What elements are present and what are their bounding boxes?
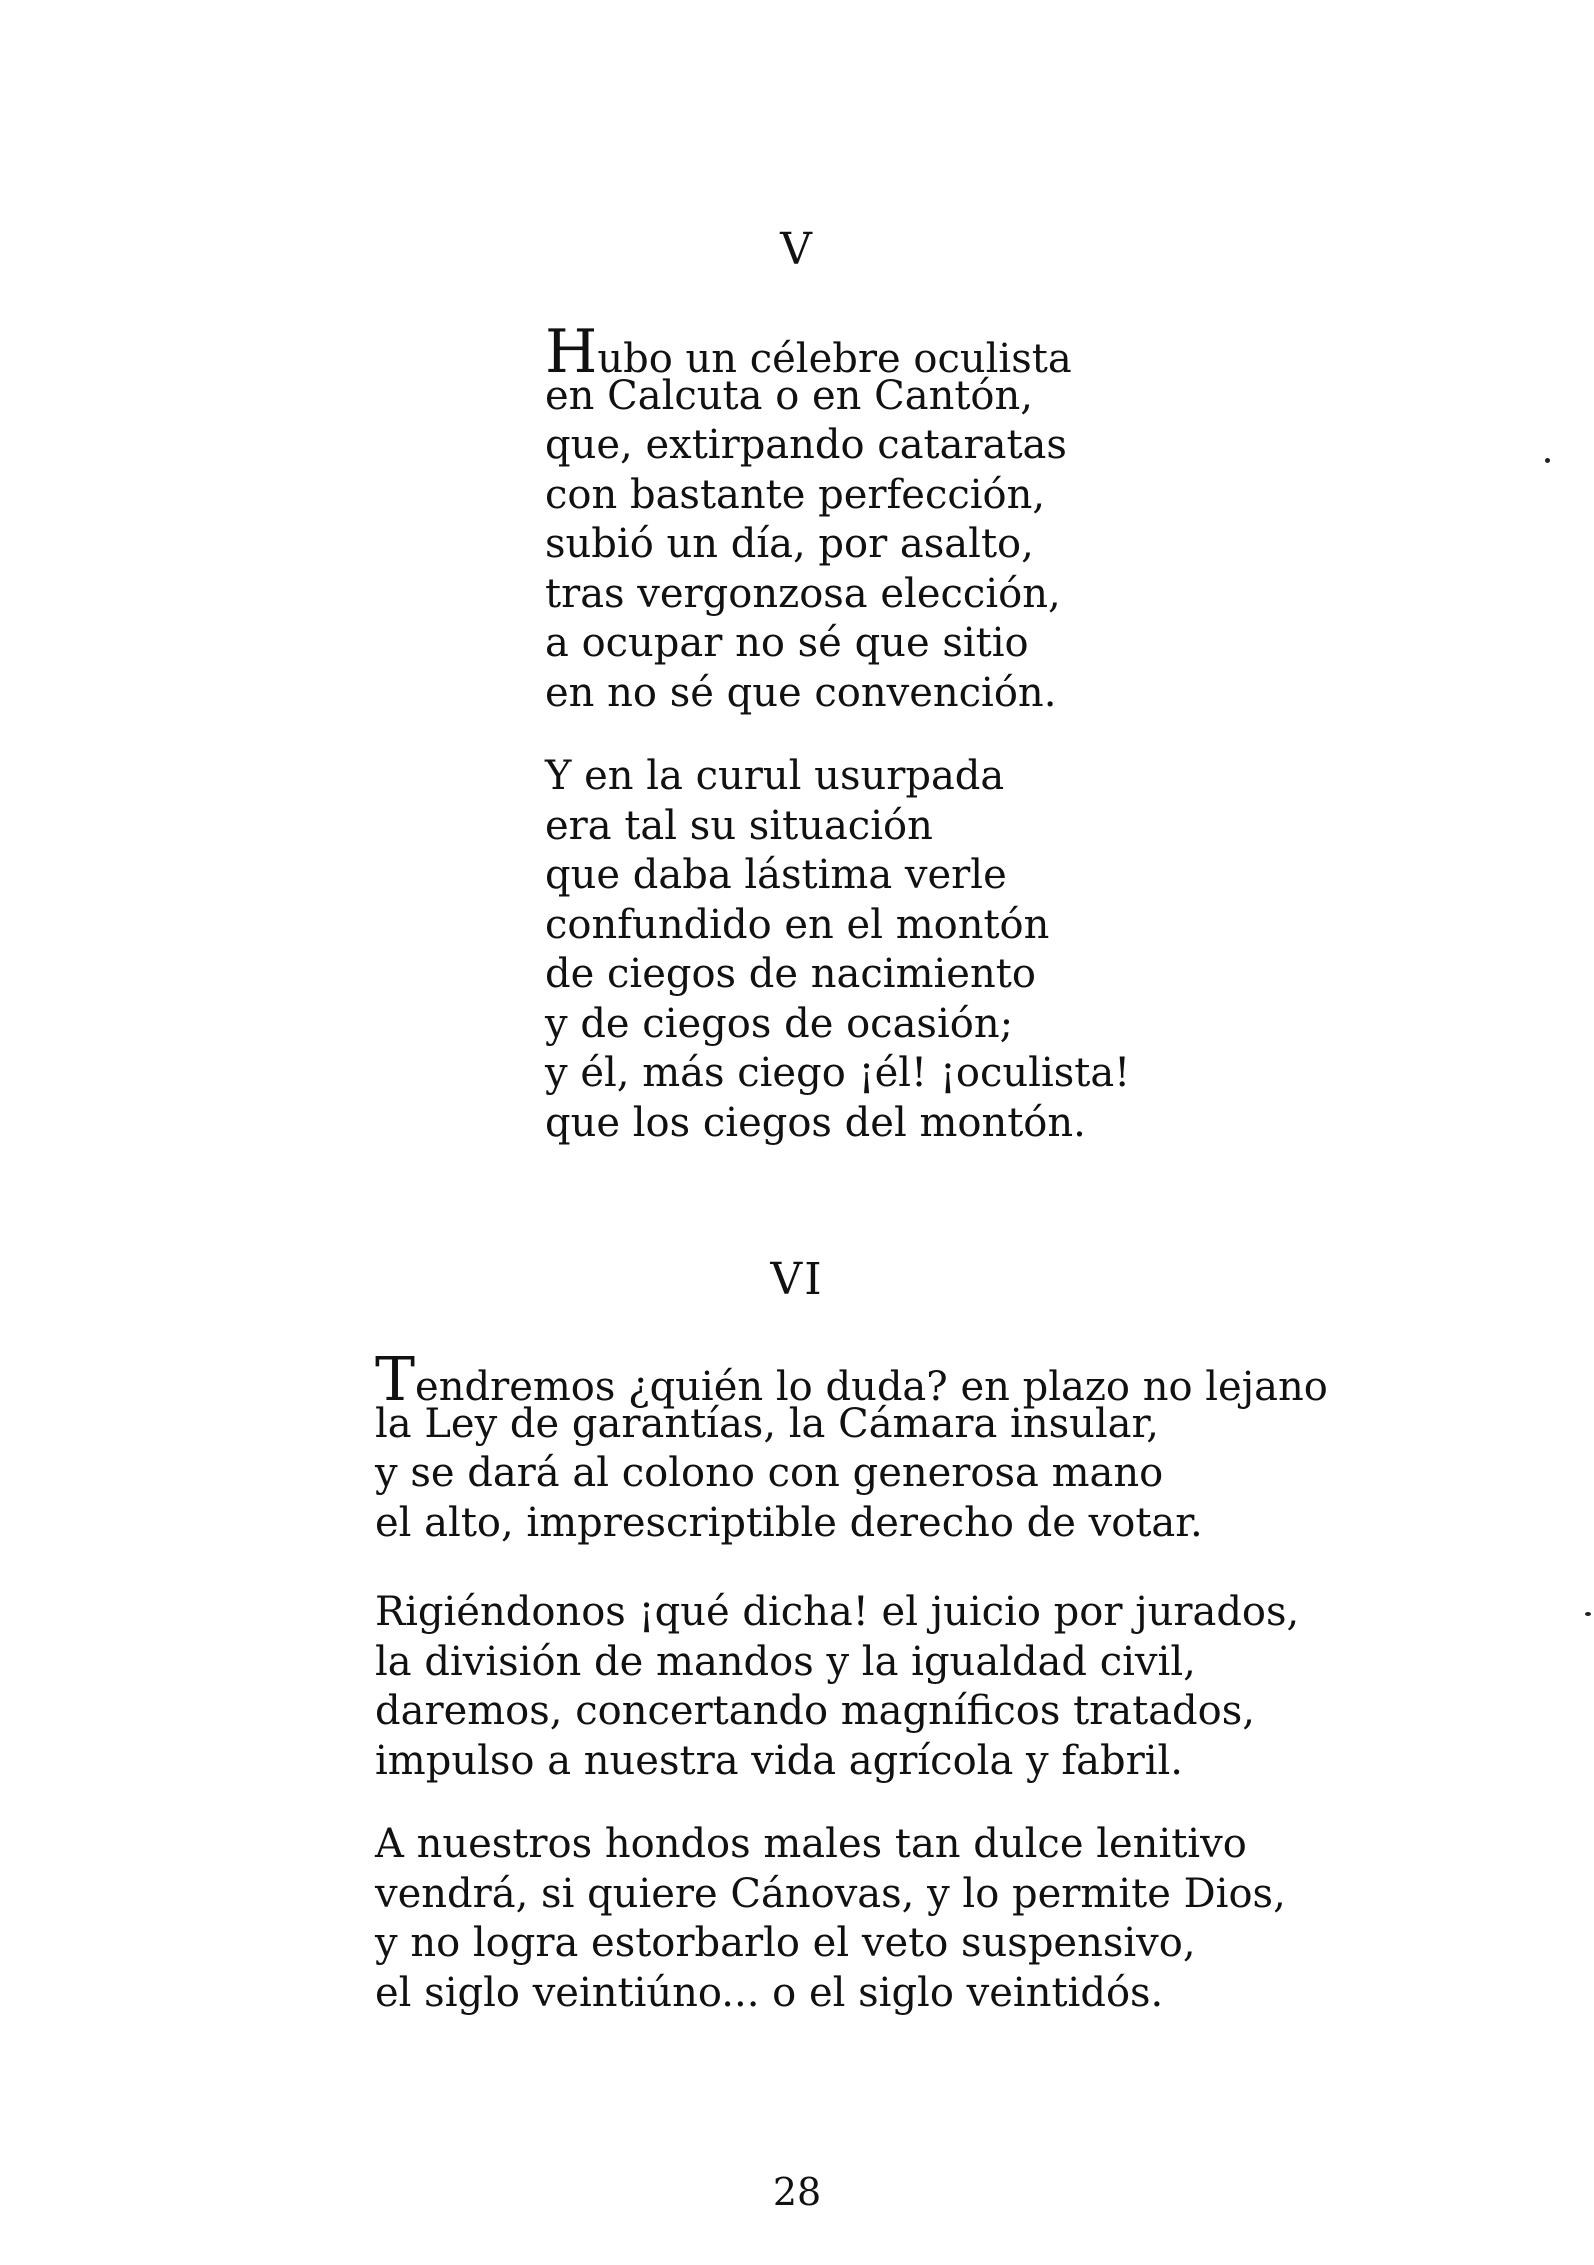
poem-line: a ocupar no sé que sitio bbox=[545, 620, 1029, 666]
poem-line bbox=[545, 317, 1072, 387]
page-number: 28 bbox=[772, 2170, 822, 2214]
section-heading-vi: VI bbox=[770, 1254, 824, 1305]
poem-line: el siglo veintiúno... o el siglo veintidós. bbox=[375, 1969, 1164, 2016]
poem-line: impulso a nuestra vida agrícola y fabril. bbox=[375, 1737, 1184, 1784]
poem-line-text: endremos ¿quién lo duda? en plazo no lejano bbox=[415, 1364, 1328, 1410]
poem-line: en Calcuta o en Cantón, bbox=[545, 372, 1033, 419]
scan-speck bbox=[1585, 1612, 1591, 1616]
poem-line: y se dará al colono con generosa mano bbox=[375, 1450, 1164, 1496]
poem-line: Rigiéndonos ¡qué dicha! el juicio por jurados, bbox=[375, 1589, 1300, 1635]
poem-line: en no sé que convención. bbox=[545, 669, 1057, 716]
stanza-vi-3 bbox=[375, 1820, 1286, 2018]
poem-line: la división de mandos y la igualdad civil, bbox=[375, 1638, 1196, 1685]
poem-line: era tal su situación bbox=[545, 802, 933, 849]
poem-line: y él, más ciego ¡él! ¡oculista! bbox=[545, 1050, 1131, 1096]
poem-line: que los ciegos del montón. bbox=[545, 1099, 1086, 1146]
poem-line: A nuestros hondos males tan dulce lenitivo bbox=[375, 1821, 1247, 1867]
poem-line bbox=[375, 1345, 1328, 1415]
poem-line: de ciegos de nacimiento bbox=[545, 951, 1036, 997]
stanza-v-2 bbox=[545, 752, 1130, 1148]
poem-line: subió un día, por asalto, bbox=[545, 521, 1034, 567]
drop-cap: T bbox=[375, 1345, 416, 1415]
stanza-vi-2 bbox=[375, 1588, 1299, 1786]
poem-line: y no logra estorbarlo el veto suspensivo, bbox=[375, 1920, 1196, 1966]
drop-cap: H bbox=[545, 317, 598, 387]
poem-line: el alto, imprescriptible derecho de votar. bbox=[375, 1499, 1203, 1546]
poem-line: Y en la curul usurpada bbox=[545, 753, 1005, 799]
scan-speck bbox=[1545, 458, 1550, 463]
poem-line: vendrá, si quiere Cánovas, y lo permite Dios, bbox=[375, 1870, 1286, 1917]
poem-line: confundido en el montón bbox=[545, 901, 1050, 948]
poem-line: daremos, concertando magníficos tratados, bbox=[375, 1688, 1255, 1734]
stanza-vi-1 bbox=[375, 1345, 1328, 1548]
poem-line: la Ley de garantías, la Cámara insular, bbox=[375, 1400, 1159, 1447]
poem-line: y de ciegos de ocasión; bbox=[545, 1000, 1014, 1047]
poem-line-text: ubo un célebre oculista bbox=[597, 336, 1072, 382]
poem-line: que, extirpando cataratas bbox=[545, 422, 1067, 468]
poem-line: con bastante perfección, bbox=[545, 471, 1046, 518]
poem-line: que daba lástima verle bbox=[545, 852, 1007, 898]
section-heading-v: V bbox=[780, 224, 814, 275]
poem-line: tras vergonzosa elección, bbox=[545, 570, 1061, 617]
stanza-v-1 bbox=[545, 317, 1072, 718]
